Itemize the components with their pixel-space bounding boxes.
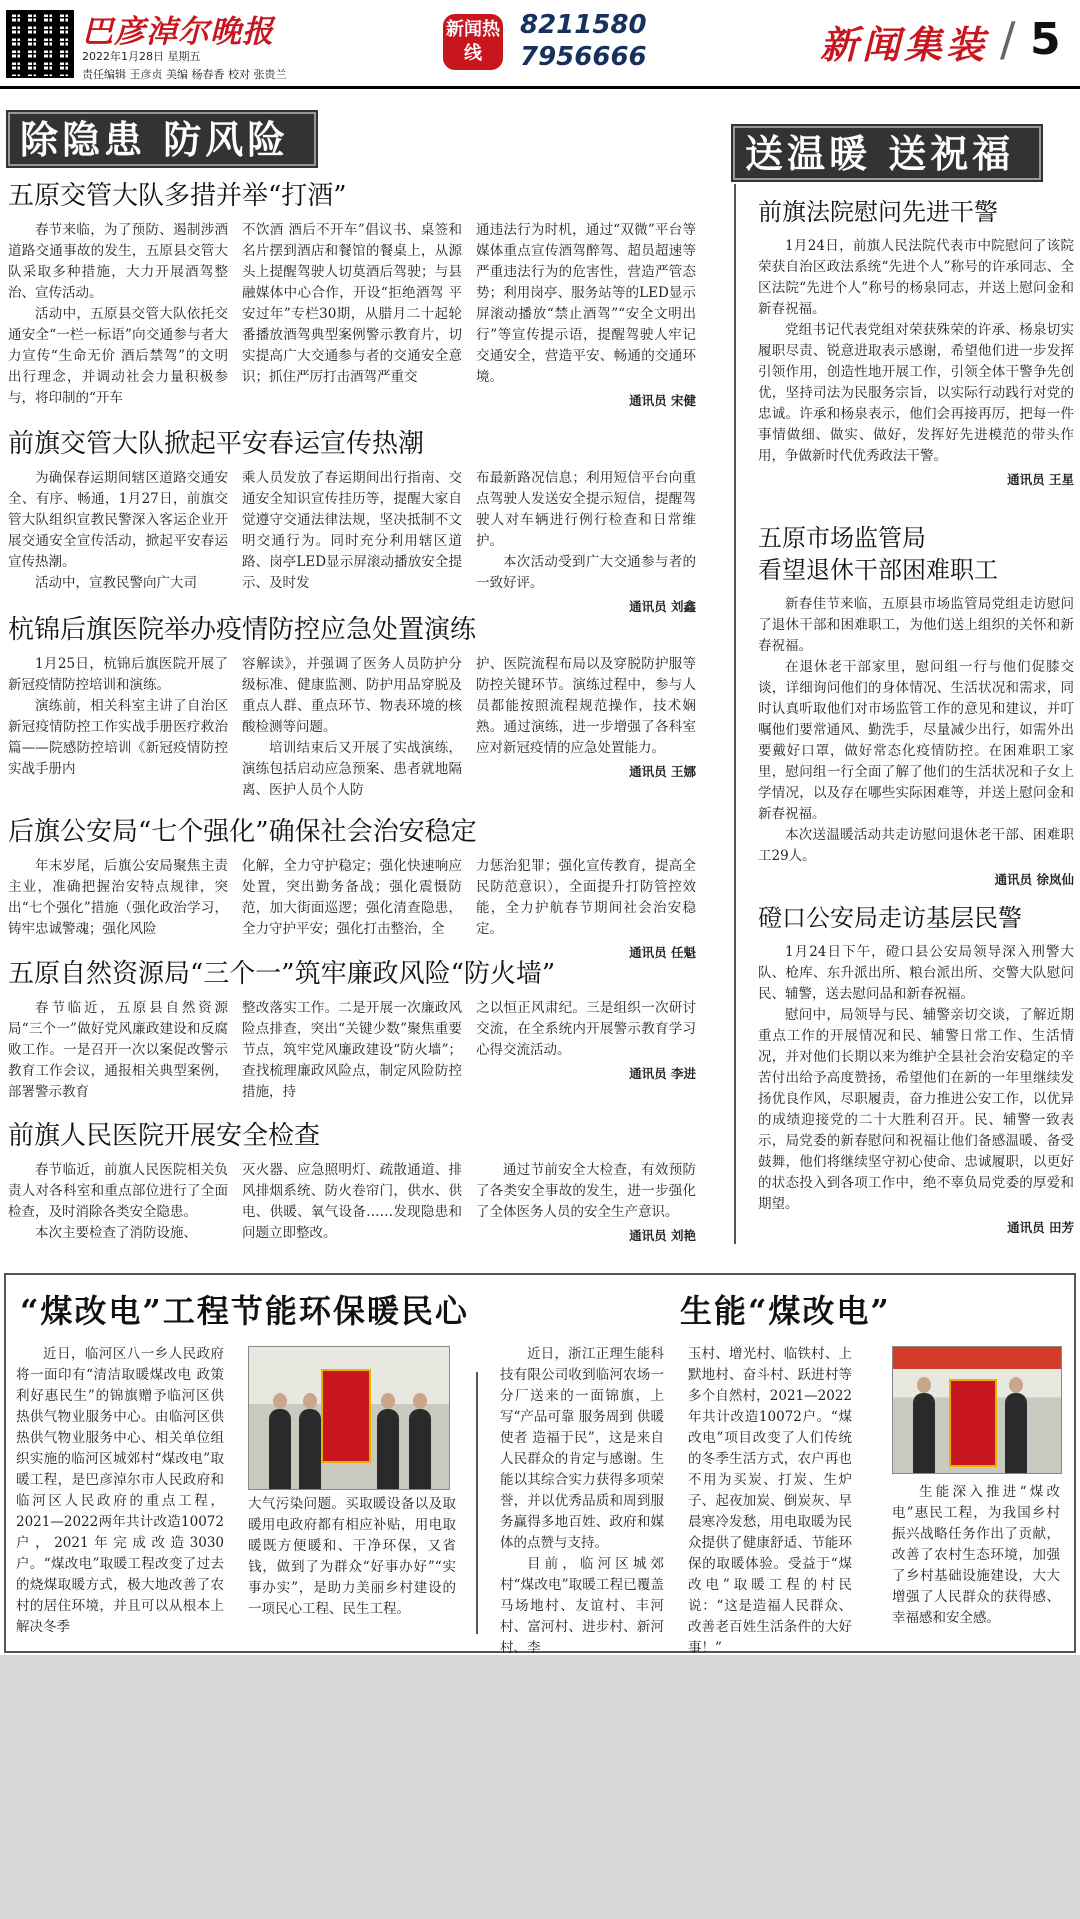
- paragraph: 在退休老干部家里，慰问组一行与他们促膝交谈，详细询问他们的身体情况、生活状况和需求，同时认真听取他们对市场监管工作的意见和建议，并叮嘱他们要常通风、勤洗手，尽量减少出行，如需外出要戴好口罩，做好常态化疫情防控。在困难职工家里，慰问组一行全面了解了他们的生活状况和子女上学情况，以及存在哪些实际困难等，并送上慰问金和新春祝福。: [758, 659, 1074, 822]
- paragraph: 通违法行为时机，通过“双微”平台等媒体重点宣传酒驾醉驾、超员超速等严重违法行为的危害性，营造严管态势；利用岗亭、服务站等的LED显示屏滚动播放“禁止酒驾”“安全文明出行”等宣传提示语，提醒驾驶人牢记交通安全，营造平安、畅通的交通环境。: [476, 222, 696, 385]
- editors-credit: 责任编辑 王彦贞 美编 杨春香 校对 张贵兰: [82, 68, 287, 81]
- article-dengkou-police: [758, 902, 1074, 1238]
- paragraph: 之以恒正风肃纪。三是组织一次研讨交流，在全系统内开展警示教育学习心得交流活动。: [476, 1000, 696, 1058]
- paragraph: 化解，全力守护稳定；强化快速响应处置，突出勤务备战；强化震慑防范，加大街面巡逻；强化清查隐患，全力守护平安；强化打击整治，全: [242, 858, 462, 937]
- headline: 前旗交管大队掀起平安春运宣传热潮: [8, 429, 425, 459]
- paragraph: 活动中，宣教民警向广大司: [35, 575, 197, 591]
- headline: 前旗人民医院开展安全检查: [8, 1121, 321, 1151]
- byline: 通讯员 刘艳: [629, 1228, 696, 1243]
- paragraph: 党组书记代表党组对荣获殊荣的许承、杨泉切实履职尽责、锐意进取表示感谢，希望他们进一步发挥引领作用，创造性地开展工作，引领全体干警争先创优，坚持司法为民服务宗旨，以实际行动践行对党的忠诚。许承和杨泉表示，他们会再接再厉，把每一件事情做细、做实、做好，发挥好先进模范的带头作用，争做新时代优秀政法干警。: [758, 322, 1074, 464]
- headline-line: 看望退休干部困难职工: [758, 556, 998, 584]
- article-houqi-police: [8, 816, 696, 963]
- photo-shengneng-pennant: [892, 1346, 1062, 1474]
- paragraph: 本次送温暖活动共走访慰问退休老干部、困难职工29人。: [758, 827, 1074, 864]
- paragraph: 春节临近，五原县自然资源局“三个一”做好党风廉政建设和反腐败工作。一是召开一次以案促改警示教育工作会议，通报相关典型案例，部署警示教育: [8, 1000, 228, 1100]
- paragraph: 培训结束后又开展了实战演练，演练包括启动应急预案、患者就地隔离、医护人员个人防: [242, 740, 462, 798]
- paragraph: 1月24日，前旗人民法院代表市中院慰问了该院荣获自治区政法系统“先进个人”称号的许承同志、全区法院“先进个人”称号的杨泉同志，并送上慰问金和新春祝福。: [758, 238, 1074, 317]
- section-banner-right: 送温暖 送祝福: [733, 126, 1041, 180]
- paragraph: 布最新路况信息；利用短信平台向重点驾驶人发送安全提示短信，提醒驾驶人对车辆进行例行检查和日常维护。: [476, 470, 696, 549]
- section-name: 新闻集装: [820, 22, 989, 67]
- byline: 通讯员 王娜: [629, 764, 696, 779]
- paragraph: 目前，临河区城郊村“煤改电”取暖工程已覆盖马场地村、友谊村、丰河村、富河村、进步村、新河村、李: [500, 1556, 664, 1656]
- byline: 通讯员 王星: [1007, 472, 1074, 487]
- paragraph: 灭火器、应急照明灯、疏散通道、排风排烟系统、防火卷帘门，供水、供电、供暖、氧气设备……发现隐患和问题立即整改。: [242, 1162, 462, 1241]
- article-wuyuan-traffic: [8, 180, 696, 411]
- article-qianqi-traffic: [8, 428, 696, 617]
- paragraph: 新春佳节来临，五原县市场监管局党组走访慰问了退休干部和困难职工，为他们送上组织的关怀和新春祝福。: [758, 596, 1074, 654]
- hotline-badge: 新闻热线: [443, 14, 503, 70]
- feature-divider: [476, 1372, 478, 1634]
- paragraph: 演练前，相关科室主讲了自治区新冠疫情防控工作实战手册医疗救治篇——院感防控培训《新冠疫情防控实战手册内: [8, 698, 228, 777]
- paragraph: 为确保春运期间辖区道路交通安全、有序、畅通，1月27日，前旗交管大队组织宣教民警深入客运企业开展交通安全宣传活动，掀起平安春运宣传热潮。: [8, 470, 228, 570]
- feature-left-col2: [248, 1494, 456, 1620]
- qr-code-icon: [6, 10, 74, 78]
- paragraph: 护、医院流程布局以及穿脱防护服等防控关键环节。演练过程中，参与人员都能按照流程规范操作，技术娴熟。通过演练，进一步增强了各科室应对新冠疫情的应急处置能力。: [476, 656, 696, 756]
- headline: 前旗法院慰问先进干警: [758, 198, 998, 226]
- paragraph: 近日，临河区八一乡人民政府将一面印有“清洁取暖煤改电 政策利好惠民生”的锦旗赠予临河区供热供气物业服务中心。由临河区供热供气物业服务中心、相关单位组织实施的临河区城郊村“煤改电”取暖工程，是巴彦淖尔市人民政府和临河区人民政府的重点工程，2021—2022两年共计改造10072户，2021年完成改造3030户。“煤改电”取暖工程改变了过去的烧煤取暖方式，极大地改善了农村的居住环境，并且可以从根本上解决冬季: [16, 1346, 224, 1635]
- feature-right-col3: [892, 1482, 1060, 1629]
- paragraph: 生能深入推进“煤改电”惠民工程，为我国乡村振兴战略任务作出了贡献，改善了农村生态环境，加强了乡村基础设施建设，大大增强了人民群众的获得感、幸福感和安全感。: [892, 1484, 1060, 1626]
- feature-left-col1: [16, 1344, 224, 1638]
- article-market-supervision: [758, 522, 1074, 890]
- paragraph: 力惩治犯罪；强化宣传教育，提高全民防范意识），全面提升打防管控效能，全力护航春节期间社会治安稳定。: [476, 858, 696, 937]
- headline: 五原自然资源局“三个一”筑牢廉政风险“防火墙”: [8, 959, 556, 989]
- paragraph: 慰问中，局领导与民、辅警亲切交谈，了解近期重点工作的开展情况和民、辅警日常工作、生活情况，并对他们长期以来为维护全县社会治安稳定的辛苦付出给予高度赞扬，希望他们在新的一年里继续发扬优良作风，尽职履责，奋力推进公安工作，以优异的成绩迎接党的二十大胜利召开。民、辅警一致表示，局党委的新春慰问和祝福让他们备感温暖、备受鼓舞，他们将继续坚守初心使命、忠诚履职，以更好的状态投入到各项工作中，绝不辜负局党委的厚爱和期望。: [758, 1007, 1074, 1212]
- feature-headline-left: “煤改电”工程节能环保暖民心: [20, 1292, 469, 1330]
- headline: 后旗公安局“七个强化”确保社会治安稳定: [8, 817, 477, 847]
- byline: 通讯员 宋健: [629, 393, 696, 408]
- issue-date: 2022年1月28日 星期五: [82, 50, 201, 63]
- paragraph: 大气污染问题。买取暖设备以及取暖用电政府都有相应补贴，用电取暖既方便暖和、干净环保，又省钱，做到了为群众“好事办好”“实事办实”，是助力美丽乡村建设的一项民心工程、民生工程。: [248, 1496, 456, 1617]
- page-number: 5: [1030, 14, 1061, 65]
- headline: 磴口公安局走访基层民警: [758, 904, 1022, 932]
- paper-name: 巴彦淖尔晚报: [82, 14, 274, 50]
- article-hospital-safety: [8, 1120, 696, 1246]
- paragraph: 年末岁尾，后旗公安局聚焦主责主业，准确把握治安特点规律，突出“七个强化”措施（强化政治学习，铸牢忠诚警魂；强化风险: [8, 858, 228, 937]
- paragraph: 整改落实工作。二是开展一次廉政风险点排查，突出“关键少数”聚焦重要节点，筑牢党风廉政建设“防火墙”；查找梳理廉政风险点，制定风险防控措施，持: [242, 1000, 462, 1100]
- article-natural-resources: [8, 958, 696, 1103]
- byline: 通讯员 田芳: [1007, 1220, 1074, 1235]
- column-divider: [734, 184, 736, 1244]
- paragraph: 1月24日下午，磴口县公安局领导深入刑警大队、枪库、东升派出所、粮台派出所、交警大队慰问民、辅警，送去慰问品和新春祝福。: [758, 944, 1074, 1002]
- hotline-number-2: 7956666: [520, 42, 647, 72]
- masthead: [0, 0, 1080, 86]
- divider-slash: /: [1000, 12, 1016, 66]
- paragraph: 春节来临，为了预防、遏制涉酒道路交通事故的发生，五原县交管大队采取多种措施，大力开展酒驾整治、宣传活动。: [8, 222, 228, 301]
- byline: 通讯员 徐岚仙: [994, 872, 1074, 887]
- feature-right-col2: [688, 1344, 852, 1659]
- paragraph: 活动中，五原县交管大队依托交通安全“一栏一标语”向交通参与者大力宣传“生命无价 酒后禁驾”的文明出行理念，并调动社会力量积极参与，将印制的“开车: [8, 306, 228, 406]
- paragraph: 本次活动受到广大交通参与者的一致好评。: [476, 554, 696, 591]
- masthead-rule: [0, 86, 1080, 89]
- paragraph: 近日，浙江正理生能科技有限公司收到临河农场一分厂送来的一面锦旗，上写“产品可靠 服务周到 供暖使者 造福于民”，这是来自人民群众的肯定与感谢。生能以其综合实力获得多项荣誉，并以优秀品质和周到服务赢得多地百姓、政府和媒体的点赞与支持。: [500, 1346, 664, 1551]
- paragraph: 春节临近，前旗人民医院相关负责人对各科室和重点部位进行了全面检查，及时消除各类安全隐患。: [8, 1162, 228, 1220]
- feature-headline-right: 生能“煤改电”: [680, 1292, 891, 1330]
- photo-pennant-ceremony: [248, 1346, 450, 1490]
- feature-right-col1: [500, 1344, 664, 1659]
- paragraph: 玉村、增光村、临铁村、上默地村、奋斗村、跃进村等多个自然村，2021—2022年共计改造10072户。“煤改电”项目改变了人们传统的冬季生活方式，农户再也不用为买炭、打炭、生炉子、起夜加炭、倒炭灰、早晨寒冷发愁，用电取暖为民众提供了健康舒适、节能环保的取暖体验。受益于“煤改电”取暖工程的村民说：“这是造福人民群众、改善老百姓生活条件的大好事！”: [688, 1346, 852, 1656]
- paragraph: 不饮酒 酒后不开车”倡议书、桌签和名片摆到酒店和餐馆的餐桌上，从源头上提醒驾驶人切莫酒后驾驶；与县融媒体中心合作，开设“拒绝酒驾 平安过年”专栏30期，从腊月二十起轮番播放酒驾典型案例警示教育片，切实提高广大交通参与者的交通安全意识；抓住严厉打击酒驾严重交: [242, 222, 462, 385]
- byline: 通讯员 刘鑫: [629, 599, 696, 614]
- article-hospital-drill: [8, 614, 696, 801]
- paragraph: 1月25日，杭锦后旗医院开展了新冠疫情防控培训和演练。: [8, 656, 228, 693]
- headline: 杭锦后旗医院举办疫情防控应急处置演练: [8, 615, 477, 645]
- article-court-visit: [758, 196, 1074, 490]
- headline: 五原交管大队多措并举“打酒”: [8, 181, 347, 211]
- section-banner-left: 除隐患 防风险: [8, 112, 316, 166]
- headline: [758, 522, 1074, 586]
- paragraph: 乘人员发放了春运期间出行指南、交通安全知识宣传挂历等，提醒大家自觉遵守交通法律法规，坚决抵制不文明交通行为。同时充分利用辖区道路、岗亭LED显示屏滚动播放安全提示、及时发: [242, 470, 462, 591]
- paragraph: 通过节前安全大检查，有效预防了各类安全事故的发生，进一步强化了全体医务人员的安全生产意识。: [476, 1162, 696, 1220]
- headline-line: 五原市场监管局: [758, 524, 926, 552]
- hotline-number-1: 8211580: [520, 10, 647, 40]
- paragraph: 本次主要检查了消防设施、: [35, 1225, 197, 1241]
- byline: 通讯员 任魁: [629, 945, 696, 960]
- paragraph: 容解读》，并强调了医务人员防护分级标准、健康监测、防护用品穿脱及重点人群、重点环节、物表环境的核酸检测等问题。: [242, 656, 462, 735]
- byline: 通讯员 李进: [629, 1066, 696, 1081]
